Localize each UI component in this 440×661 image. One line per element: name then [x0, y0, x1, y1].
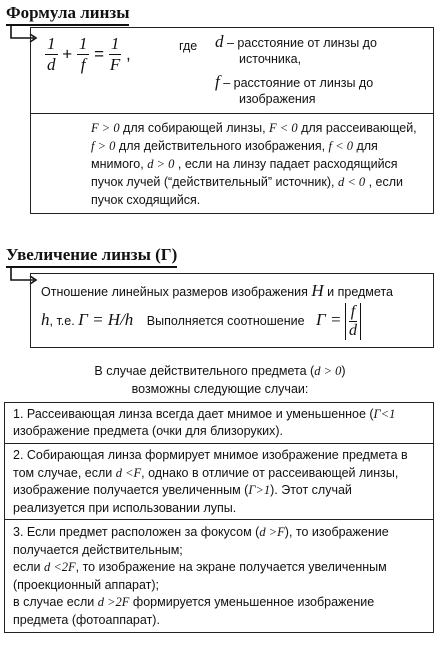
- lens-equation: $\frac{1}{d}$ + $\frac{1}{f}$ = $\frac{1}{F}$ ,: [47, 34, 131, 74]
- case-line: изображение предмета (очки для близоруких).: [13, 424, 283, 438]
- where-label: где: [179, 39, 198, 53]
- sign-rule-line: F > 0 для собирающей линзы, F < 0 для рассеивающей,: [91, 121, 417, 135]
- formula-box: [30, 27, 434, 114]
- case-line: 1. Рассеивающая линза всегда дает мнимое и уменьшенное (Г<1: [13, 407, 396, 421]
- d-definition: d – расстояние от линзы до источника,: [215, 32, 377, 66]
- case-3-box: [4, 519, 434, 633]
- case-line: в случае если d >2F формируется уменьшенное изображение: [13, 595, 375, 609]
- sign-rule-line: пучок сходящийся.: [91, 193, 201, 207]
- magnification-heading: Увеличение линзы (Г): [6, 245, 177, 268]
- case-line: том случае, если d <F, однако в отличие от рассеивающей линзы,: [13, 465, 399, 480]
- case-line: получается действительным;: [13, 542, 183, 557]
- magnification-box: [30, 273, 434, 348]
- formula-heading: Формула линзы: [6, 3, 129, 26]
- case-line: 3. Если предмет расположен за фокусом (d >F), то изображение: [13, 525, 389, 539]
- sign-rule-line: пучок лучей (“действительный” источник), d < 0 , если: [91, 175, 404, 189]
- magnification-definition: Отношение линейных размеров изображения H и предмета: [41, 281, 393, 300]
- case-line: если d <2F, то изображение на экране получается увеличенным: [13, 560, 387, 574]
- sign-rules-box: [30, 113, 434, 214]
- case-line: (проекционный аппарат);: [13, 577, 160, 592]
- case-line: 2. Собирающая линза формирует мнимое изображение предмета в: [13, 448, 408, 462]
- case-line: изображение получается увеличенным (Г>1). Этот случай: [13, 483, 352, 497]
- case-1-box: [4, 402, 434, 444]
- magnification-formula-line: h, т.е. Г = H/h Выполняется соотношение Г = $\frac{f}{d}$: [41, 303, 425, 340]
- sign-rule-line: f > 0 для действительного изображения, f < 0 для: [91, 139, 378, 153]
- case-2-box: [4, 443, 434, 520]
- case-line: предмета (фотоаппарат).: [13, 612, 160, 627]
- sign-rule-line: мнимого, d > 0 , если на линзу падает расходящийся: [91, 157, 398, 171]
- case-line: реализуется при использовании лупы.: [13, 500, 237, 515]
- f-definition: f – расстояние от линзы до изображения: [215, 72, 374, 106]
- cases-intro: В случае действительного предмета (d > 0) возможны следующие случаи:: [94, 364, 346, 396]
